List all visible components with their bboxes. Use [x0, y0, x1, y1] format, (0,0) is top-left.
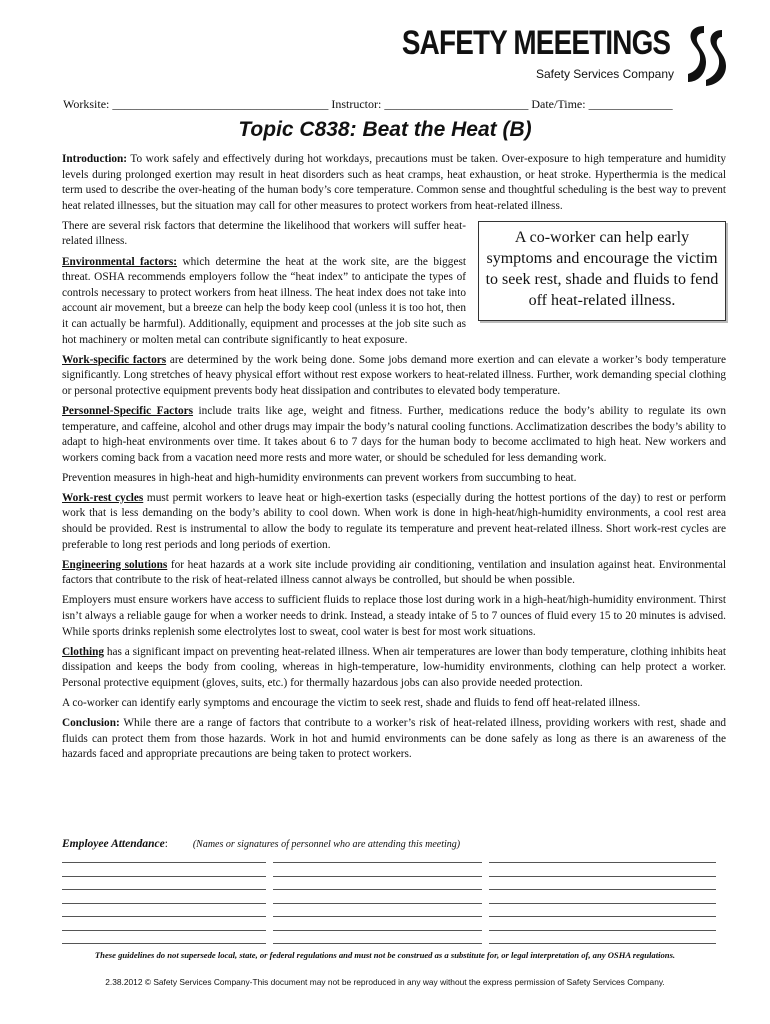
callout-box: A co-worker can help early symptoms and encourage the victim to seek rest, shade and fluids to fend off heat-related illness. — [478, 221, 726, 321]
signature-line[interactable] — [62, 916, 266, 917]
disclaimer: These guidelines do not supersede local, state, or federal regulations and must not be construed as a substitute for, or legal interpretation of, any OSHA regulations. — [94, 950, 676, 960]
signature-line[interactable] — [489, 916, 716, 917]
risk-intro: There are several risk factors that determine the likelihood that workers will suffer heat-related illness. — [62, 219, 466, 248]
clothing-paragraph — [62, 645, 726, 692]
engineering-text: for heat hazards at a work site include providing air conditioning, ventilation and insulation against heat. Environmental factors that contribute to the risk of heat-related illness cannot always be controlled, but should be when possible. — [62, 558, 726, 587]
personnel-paragraph — [62, 404, 726, 466]
signature-line[interactable] — [273, 889, 482, 890]
work-rest-label: Work-rest cycles — [62, 491, 144, 504]
signature-line[interactable] — [62, 930, 266, 931]
conclusion-text: While there are a range of factors that contribute to a worker’s risk of heat-related illness, providing workers with rest, shade and fluids can protect them from those hazards. Work in hot and humid environments can be done safely as long as there is an awareness of the hazards faced and appropriate precautions are being taken to protect workers. — [62, 717, 726, 761]
attendance-colon: : — [164, 838, 168, 850]
engineering-paragraph — [62, 558, 726, 589]
signature-line[interactable] — [273, 862, 482, 863]
work-specific-paragraph — [62, 353, 726, 400]
signature-line[interactable] — [273, 903, 482, 904]
signature-grid — [62, 862, 716, 950]
signature-line[interactable] — [489, 876, 716, 877]
ss-logo-icon — [684, 22, 728, 88]
worksite-label: Worksite: — [63, 97, 113, 111]
environmental-label: Environmental factors: — [62, 255, 178, 268]
instructor-blank: ________________________ — [384, 97, 529, 111]
company-name: Safety Services Company — [535, 67, 674, 81]
instructor-label: Instructor: — [328, 97, 385, 111]
prevention-paragraph: Prevention measures in high-heat and high-humidity environments can prevent workers from succumbing to heat. — [62, 471, 577, 484]
brand-title: SAFETY MEEETINGS — [401, 24, 670, 62]
signature-line[interactable] — [489, 930, 716, 931]
signature-line[interactable] — [62, 903, 266, 904]
conclusion-paragraph — [62, 716, 726, 763]
environmental-text: which determine the heat at the work site, are the biggest threat. OSHA recommends employers follow the “heat index” to anticipate the types of controls necessary to protect workers from heat illness. The heat index does not take into account air movement, but a breeze can help the body keep cool (unless it is too hot, then it can actually be harmful). Additionally, equipment and processes at the job site such as hot machinery or molten metal can contribute significantly to heat exposure. — [62, 255, 466, 346]
signature-line[interactable] — [489, 903, 716, 904]
signature-line[interactable] — [273, 876, 482, 877]
datetime-blank: ______________ — [588, 97, 673, 111]
meeting-meta — [63, 97, 725, 112]
signature-line[interactable] — [62, 876, 266, 877]
clothing-label: Clothing — [62, 645, 105, 658]
worksite-blank: ____________________________________ — [112, 97, 329, 111]
personnel-text: include traits like age, weight and fitness. Further, medications reduce the body’s ability to regulate its own temperature, and caffeine, alcohol and other drugs may impair the body’s natural cooling functions. Acclimatization describes the body’s ability to adapt to high-heat environments over time. It takes about 6 to 7 days for the human body to become acclimated to high heat. New workers and workers coming back from a vacation need more rests and more water, or should be scheduled for less demanding work. — [62, 404, 726, 464]
signature-line[interactable] — [489, 889, 716, 890]
work-rest-text: must permit workers to leave heat or high-exertion tasks (especially during the hottest portions of the day) to rest or perform work that is less demanding on the body’s ability to cool down. When work is done in high-heat/high-humidity environments, a cool rest area should be provided. Rest is instrumental to allow the body to regulate its temperature and prevent heat-related illness. Short work-rest cycles are preferable to long rest periods and long periods of exertion. — [62, 491, 726, 551]
conclusion-label: Conclusion: — [62, 717, 120, 730]
engineering-label: Engineering solutions — [62, 558, 168, 571]
clothing-text: has a significant impact on preventing heat-related illness. When air temperatures are lower than body temperature, clothing inhibits heat dissipation and keeps the body from cooling, whereas in high-temperature, low-humidity environments, clothing can help protect a worker. Personal protective equipment (gloves, suits, etc.) for thermally hazardous jobs can also provide needed protection. — [62, 645, 726, 689]
work-rest-paragraph — [62, 491, 726, 553]
document-body — [62, 152, 726, 767]
signature-line[interactable] — [62, 889, 266, 890]
attendance-title: Employee Attendance — [62, 838, 165, 850]
topic-title: Topic C838: Beat the Heat (B) — [238, 118, 532, 141]
header — [0, 18, 770, 88]
coworker-paragraph: A co-worker can identify early symptoms and encourage the victim to seek rest, shade and fluids to fend off heat-related illness. — [62, 697, 641, 709]
work-specific-label: Work-specific factors — [62, 353, 167, 366]
signature-line[interactable] — [62, 862, 266, 863]
intro-text: To work safely and effectively during hot workdays, precautions must be taken. Over-exposure to high temperature and humidity levels during prolonged exertion may result in heat disorders such as heat cramps, heat exhaustion, or heat stroke. Hyperthermia is the medical term used to describe the over-heating of the human body’s core temperature. Common sense and thoughtful scheduling is the best way to prevent heat related illnesses, but the situation may call for other measures to protect workers from heat-related illness. — [62, 153, 726, 212]
work-specific-text: are determined by the work being done. Some jobs demand more exertion and can elevate a worker’s body temperature significantly. Long stretches of heavy physical effort without rest expose workers to heat-related illness. Further, work demanding special clothing or personal protective equipment prevents body heat dissipation and contributes to elevated body temperature. — [62, 353, 726, 397]
attendance-header — [62, 838, 726, 850]
personnel-label: Personnel-Specific Factors — [62, 404, 194, 417]
signature-line[interactable] — [489, 862, 716, 863]
signature-line[interactable] — [62, 943, 266, 944]
signature-line[interactable] — [489, 943, 716, 944]
copyright-footer: 2.38.2012 © Safety Services Company-This document may not be reproduced in any way without the express permission of Safety Services Company. — [105, 977, 665, 987]
signature-line[interactable] — [273, 943, 482, 944]
intro-label: Introduction: — [62, 153, 128, 165]
fluids-paragraph: Employers must ensure workers have access to sufficient fluids to replace those lost during work in a high-heat/high-humidity environment. Thirst isn’t always a reliable gauge for when a worker needs to drink. Instead, a steady intake of 5 to 7 ounces of fluid every 15 to 20 minutes is advised. While sports drinks replenish some electrolytes lost to sweat, cool water is best for most work situations. — [62, 594, 726, 638]
attendance-note: (Names or signatures of personnel who are attending this meeting) — [192, 839, 461, 850]
datetime-label: Date/Time: — [528, 97, 589, 111]
intro-paragraph — [62, 152, 726, 214]
signature-line[interactable] — [273, 930, 482, 931]
signature-line[interactable] — [273, 916, 482, 917]
